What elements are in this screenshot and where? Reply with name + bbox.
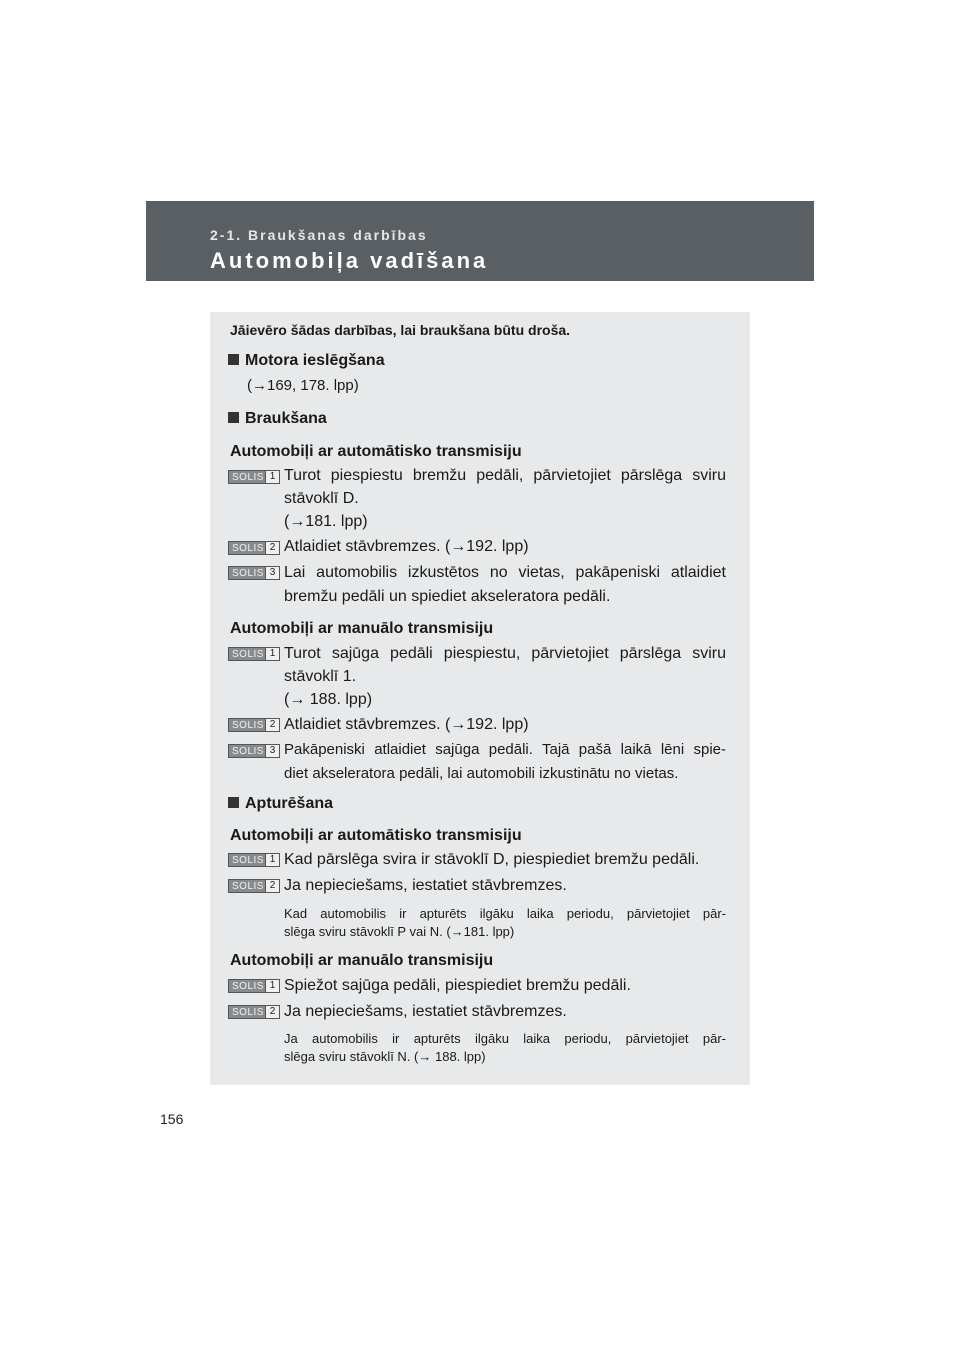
section-label: 2-1. Braukšanas darbības — [210, 227, 428, 243]
subheading-automatic: Automobiļi ar automātisko transmisiju — [230, 827, 522, 844]
step-text: stāvoklī 1. — [284, 668, 357, 685]
subheading-manual: Automobiļi ar manuālo transmisiju — [230, 620, 494, 637]
step-badge: SOLIS 1 — [228, 647, 280, 661]
intro-text: Jāievēro šādas darbības, lai braukšana būtu droša. — [230, 322, 571, 338]
step-badge: SOLIS 2 — [228, 541, 280, 555]
step-text: Atlaidiet stāvbremzes. (→192. lpp) — [284, 716, 529, 733]
step-badge: SOLIS 2 — [228, 879, 280, 893]
page-number: 156 — [160, 1111, 184, 1127]
step-text: stāvoklī D. — [284, 490, 359, 507]
step-badge: SOLIS 3 — [228, 744, 280, 758]
heading-driving — [228, 410, 327, 428]
heading-text: Apturēšana — [245, 795, 334, 812]
square-bullet-icon — [228, 412, 239, 423]
heading-stopping — [228, 795, 333, 813]
subheading-automatic: Automobiļi ar automātisko transmisiju — [230, 443, 522, 460]
square-bullet-icon — [228, 797, 239, 808]
page-title: Automobiļa vadīšana — [210, 248, 489, 273]
step-badge: SOLIS 3 — [228, 566, 280, 580]
step-text: bremžu pedāli un spiediet akseleratora pedāli. — [284, 588, 611, 605]
note-text: slēga sviru stāvoklī N. (→ 188. lpp) — [284, 1049, 486, 1064]
note-text: slēga sviru stāvoklī P vai N. (→181. lpp) — [284, 924, 515, 939]
step-text: Kad pārslēga svira ir stāvoklī D, piespiediet bremžu pedāli. — [284, 851, 700, 868]
page-reference[interactable]: (→181. lpp) — [284, 513, 368, 530]
subheading-manual: Automobiļi ar manuālo transmisiju — [230, 952, 494, 969]
step-badge: SOLIS 2 — [228, 1005, 280, 1019]
step-text: Atlaidiet stāvbremzes. (→192. lpp) — [284, 538, 529, 555]
page-reference[interactable]: (→ 188. lpp) — [284, 691, 373, 708]
heading-text: Braukšana — [245, 410, 327, 427]
step-text: Pakāpeniski atlaidiet sajūga pedāli. Tajā pašā laikā lēni spie- — [284, 741, 726, 758]
note-text: Ja automobilis ir apturēts ilgāku laika periodu, pārvietojiet pār- — [284, 1031, 726, 1046]
step-badge: SOLIS 1 — [228, 470, 280, 484]
note-text: Kad automobilis ir apturēts ilgāku laika periodu, pārvietojiet pār- — [284, 906, 726, 921]
step-badge: SOLIS 1 — [228, 853, 280, 867]
step-text: Lai automobilis izkustētos no vietas, pakāpeniski atlaidiet — [284, 564, 726, 581]
step-text: Ja nepieciešams, iestatiet stāvbremzes. — [284, 1003, 567, 1020]
section-header — [146, 201, 814, 281]
step-text: Spiežot sajūga pedāli, piespiediet bremžu pedāli. — [284, 977, 631, 994]
heading-engine-start — [228, 352, 385, 370]
step-text: Turot sajūga pedāli piespiestu, pārvietojiet pārslēga sviru — [284, 645, 726, 662]
square-bullet-icon — [228, 354, 239, 365]
step-text: Ja nepieciešams, iestatiet stāvbremzes. — [284, 877, 567, 894]
step-badge: SOLIS 1 — [228, 979, 280, 993]
page-reference[interactable]: (→169, 178. lpp) — [247, 377, 359, 394]
step-badge: SOLIS 2 — [228, 718, 280, 732]
heading-text: Motora ieslēgšana — [245, 352, 385, 369]
step-text: Turot piespiestu bremžu pedāli, pārvietojiet pārslēga sviru — [284, 467, 726, 484]
step-text: diet akseleratora pedāli, lai automobili izkustinātu no vietas. — [284, 765, 679, 782]
